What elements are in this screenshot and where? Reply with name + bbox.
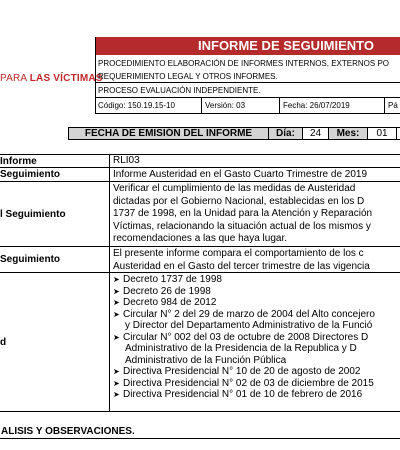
page-label: Pá: [388, 101, 398, 110]
arrow-bullet-icon: ➤: [113, 390, 120, 399]
procedure-line-1: PROCEDIMIENTO ELABORACIÓN DE INFORMES INTERNOS, EXTERNOS PO: [98, 59, 390, 68]
row-value-alcance: [110, 246, 400, 273]
objective-line: 1737 de 1998, en la Unidad para la Atención y Reparación: [113, 208, 373, 219]
row-value-informe: RLI03: [110, 154, 400, 168]
divider: [95, 82, 400, 83]
regulation-item: ➤ Circular N° 002 del 03 de octubre de 2008 Directores D: [113, 331, 369, 343]
regulation-list: [113, 274, 400, 401]
document-version: Versión: 03: [205, 101, 246, 110]
objective-line: Verificar el cumplimiento de las medidas de Austeridad: [113, 183, 356, 194]
row-label-seguimiento: Seguimiento: [0, 167, 110, 182]
month-label: Mes:: [328, 127, 368, 140]
row-label-normatividad: d: [0, 272, 110, 412]
divider: [95, 97, 400, 98]
arrow-bullet-icon: ➤: [113, 332, 120, 342]
section-heading: ALISIS Y OBSERVACIONES.: [0, 426, 400, 439]
regulation-item-continuation: Administrativo de la Presidencia de la Republica y D: [125, 343, 357, 354]
arrow-bullet-icon: ➤: [113, 286, 120, 296]
regulation-item: ➤ Circular N° 2 del 29 de marzo de 2004 del Alto concejero: [113, 308, 375, 320]
regulation-item: ➤ Decreto 26 de 1998: [113, 285, 211, 297]
objective-line: Víctimas, relacionando la situación actual de los mismos y: [113, 220, 371, 232]
row-value-normatividad: [110, 272, 400, 412]
arrow-bullet-icon: ➤: [113, 298, 120, 307]
arrow-bullet-icon: ➤: [113, 309, 120, 319]
regulation-item-continuation: y Director del Departamento Administrativo de la Funció: [125, 320, 373, 331]
arrow-bullet-icon: ➤: [113, 378, 120, 388]
divider: [95, 113, 400, 114]
divider: [384, 97, 385, 113]
process-name: PROCESO EVALUACIÓN INDEPENDIENTE.: [98, 86, 261, 95]
day-value: 24: [302, 127, 329, 140]
regulation-item: ➤ Decreto 984 de 2012: [113, 297, 217, 308]
arrow-bullet-icon: ➤: [113, 275, 120, 284]
objective-line: recomendaciones a las que haya lugar.: [113, 233, 288, 244]
document-title: INFORME DE SEGUIMIENTO: [95, 37, 400, 55]
row-label-alcance: Seguimiento: [0, 246, 110, 273]
divider: [201, 97, 202, 113]
month-value: 01: [367, 127, 397, 140]
row-value-seguimiento: Informe Austeridad en el Gasto Cuarto Trimestre de 2019: [110, 167, 400, 182]
emission-label: FECHA DE EMISIÓN DEL INFORME: [68, 127, 269, 140]
document-date: Fecha: 26/07/2019: [283, 101, 350, 110]
objective-line: dictadas por el Gobierno Nacional, establecidas en los D: [113, 195, 365, 207]
row-label-informe: Informe: [0, 154, 110, 168]
procedure-line-2: REQUERIMIENTO LEGAL Y OTROS INFORMES.: [98, 72, 278, 81]
logo: [0, 73, 103, 84]
logo-prefix: PARA: [0, 73, 30, 84]
regulation-item: ➤ Decreto 1737 de 1998: [113, 274, 222, 285]
regulation-item: ➤ Directiva Presidencial N° 10 de 20 de agosto de 2002: [113, 366, 361, 377]
day-label: Día:: [268, 127, 303, 140]
scope-line: Austeridad en el Gasto del tercer trimestre de las vigencia: [113, 260, 370, 272]
arrow-bullet-icon: ➤: [113, 367, 120, 376]
row-value-objetivo: [110, 181, 400, 247]
regulation-item: ➤ Directiva Presidencial N° 01 de 10 de febrero de 2016: [113, 389, 363, 400]
divider: [279, 97, 280, 113]
scope-line: El presente informe compara el comportamiento de los c: [113, 248, 364, 259]
document-code: Código: 150.19.15-10: [98, 101, 175, 110]
logo-emphasis: LAS VÍCTIMAS: [29, 73, 103, 84]
row-label-objetivo: l Seguimiento: [0, 181, 110, 247]
regulation-item: ➤ Directiva Presidencial N° 02 de 03 de diciembre de 2015: [113, 377, 374, 389]
year-value: [396, 127, 400, 140]
regulation-item-continuation: Administrativo de la Función Pública: [125, 354, 287, 366]
